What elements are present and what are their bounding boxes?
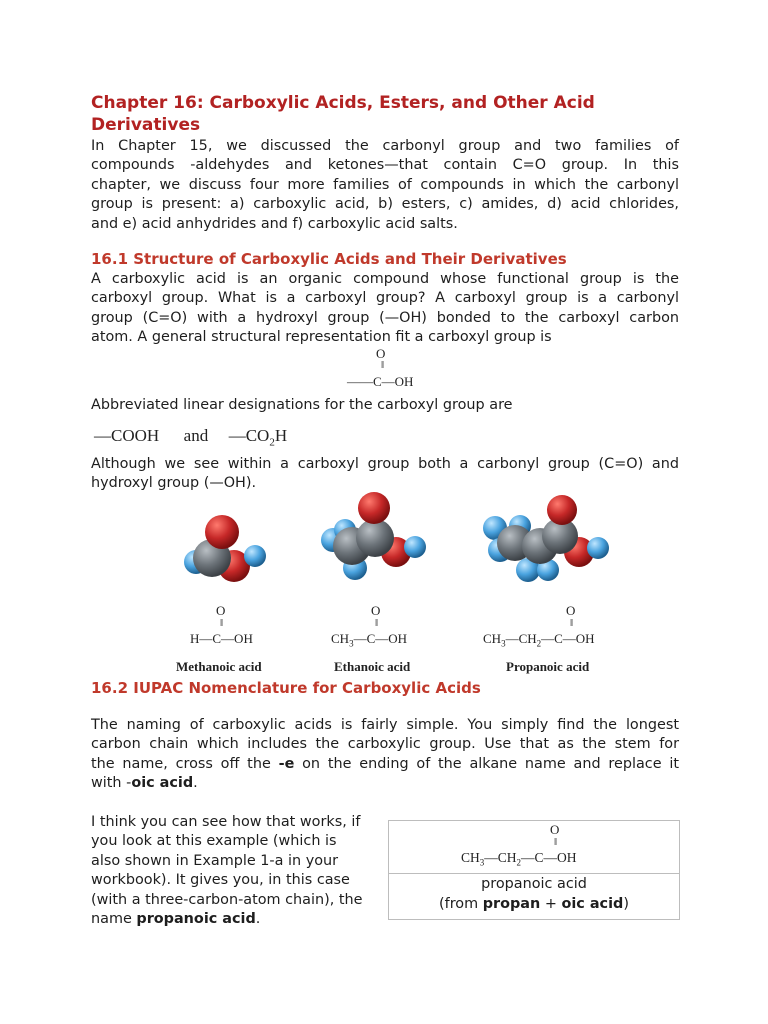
oxygen-atom <box>358 492 390 524</box>
paragraph-line: group (C=O) with a hydroxyl group (—OH) bonded to the carboxyl carbon <box>91 309 679 326</box>
paragraph-line: The naming of carboxylic acids is fairly simple. You simply find the longest <box>91 717 679 733</box>
double-bond-mark: ‖ <box>220 617 224 629</box>
chapter-title-line1: Chapter 16: Carboxylic Acids, Esters, and Other Acid <box>91 93 595 113</box>
ethanoic-label: Ethanoic acid <box>334 659 411 674</box>
chapter-title-line2: Derivatives <box>91 115 201 135</box>
and-word: and <box>183 426 209 445</box>
propanoic-o: O <box>566 603 576 618</box>
paragraph-line: (with a three-carbon-atom chain), the <box>91 891 363 908</box>
methanoic-acid-model <box>184 515 266 582</box>
ethanoic-o: O <box>371 603 381 618</box>
cooh-formula: —COOH <box>94 426 160 445</box>
propanoic-acid-model <box>483 495 609 582</box>
intro-line: and e) acid anhydrides and f) carboxylic acid salts. <box>91 215 458 232</box>
ethanoic-acid-model <box>321 492 426 580</box>
section-16-2-heading: 16.2 IUPAC Nomenclature for Carboxylic Acids <box>91 679 481 697</box>
paragraph-line: atom. A general structural representation fit a carboxyl group is <box>91 329 552 346</box>
box-formula: $CH_3—CH_2—C—OH$ <box>461 850 577 868</box>
paragraph-line: I think you can see how that works, if <box>91 814 361 830</box>
abbreviated-text <box>91 396 679 415</box>
paragraph-line: the name, cross off the -e on the ending of the alkane name and replace it <box>91 755 679 772</box>
paragraph-line: name propanoic acid. <box>91 911 261 928</box>
intro-line: In Chapter 15, we discussed the carbonyl group and two families of <box>91 138 679 154</box>
propanoic-label: Propanoic acid <box>506 659 590 674</box>
paragraph-line: carbon chain which includes the carboxylic group. Use that as the stem for <box>91 736 679 753</box>
box-derivation: (from propan + oic acid) <box>439 896 629 912</box>
methanoic-label: Methanoic acid <box>176 659 262 674</box>
section-16-1-paragraph <box>91 270 679 348</box>
carboxyl-formula-oxygen: O <box>376 346 386 361</box>
methanoic-o: O <box>216 603 226 618</box>
intro-paragraph <box>91 137 679 234</box>
abbreviated-formulas <box>94 426 287 448</box>
intro-line: chapter, we discuss four more families of compounds in which the carbonyl <box>91 176 679 193</box>
paragraph-line: with -oic acid. <box>91 775 198 792</box>
ethanoic-formula: $CH_3—C—OH$ <box>331 631 408 649</box>
paragraph-line: workbook). It gives you, in this case <box>91 872 350 889</box>
propanoic-example-box <box>388 820 680 920</box>
double-bond-mark: ‖ <box>375 617 379 629</box>
carbon-atom <box>356 519 394 557</box>
intro-line: group is present: a) carboxylic acid, b) esters, c) amides, d) acid chlorides, <box>91 196 679 213</box>
hydrogen-atom <box>587 537 609 559</box>
abbreviated-line: Abbreviated linear designations for the carboxyl group are <box>91 397 513 413</box>
intro-line: compounds -aldehydes and ketones—that contain C=O group. In this <box>91 157 679 174</box>
paragraph-line: Although we see within a carboxyl group both a carbonyl group (C=O) and <box>91 456 679 472</box>
paragraph-line: also shown in Example 1-a in your <box>91 852 339 869</box>
paragraph-line: hydroxyl group (—OH). <box>91 475 257 492</box>
propanoic-structure <box>389 821 679 874</box>
section-16-2-paragraph <box>91 716 679 794</box>
chapter-title <box>91 92 691 136</box>
double-bond-mark: ‖ <box>554 836 558 848</box>
oxygen-atom <box>205 515 239 549</box>
hydrogen-atom <box>404 536 426 558</box>
paragraph-line: A carboxylic acid is an organic compound whose functional group is the <box>91 271 679 287</box>
methanoic-formula: H—C—OH <box>190 631 253 646</box>
oxygen-atom <box>547 495 577 525</box>
carboxyl-formula-chain: ——C—OH <box>347 374 414 389</box>
propanoic-caption <box>389 874 679 919</box>
paragraph-line: carboxyl group. What is a carboxyl group? A carboxyl group is a carbonyl <box>91 290 679 307</box>
hydrogen-atom <box>244 545 266 567</box>
propanoic-formula: $CH_3—CH_2—C—OH$ <box>483 631 595 649</box>
paragraph-line: you look at this example (which is <box>91 833 337 850</box>
example-paragraph <box>91 813 381 929</box>
double-bond-mark: ‖ <box>381 359 385 371</box>
box-name: propanoic acid <box>481 876 587 892</box>
co2h-formula: $—CO_2H$ <box>228 426 288 449</box>
double-bond-mark: ‖ <box>570 617 574 629</box>
box-oxygen: O <box>550 822 560 837</box>
molecule-models <box>170 488 630 603</box>
section-16-1-heading: 16.1 Structure of Carboxylic Acids and Their Derivatives <box>91 250 567 268</box>
